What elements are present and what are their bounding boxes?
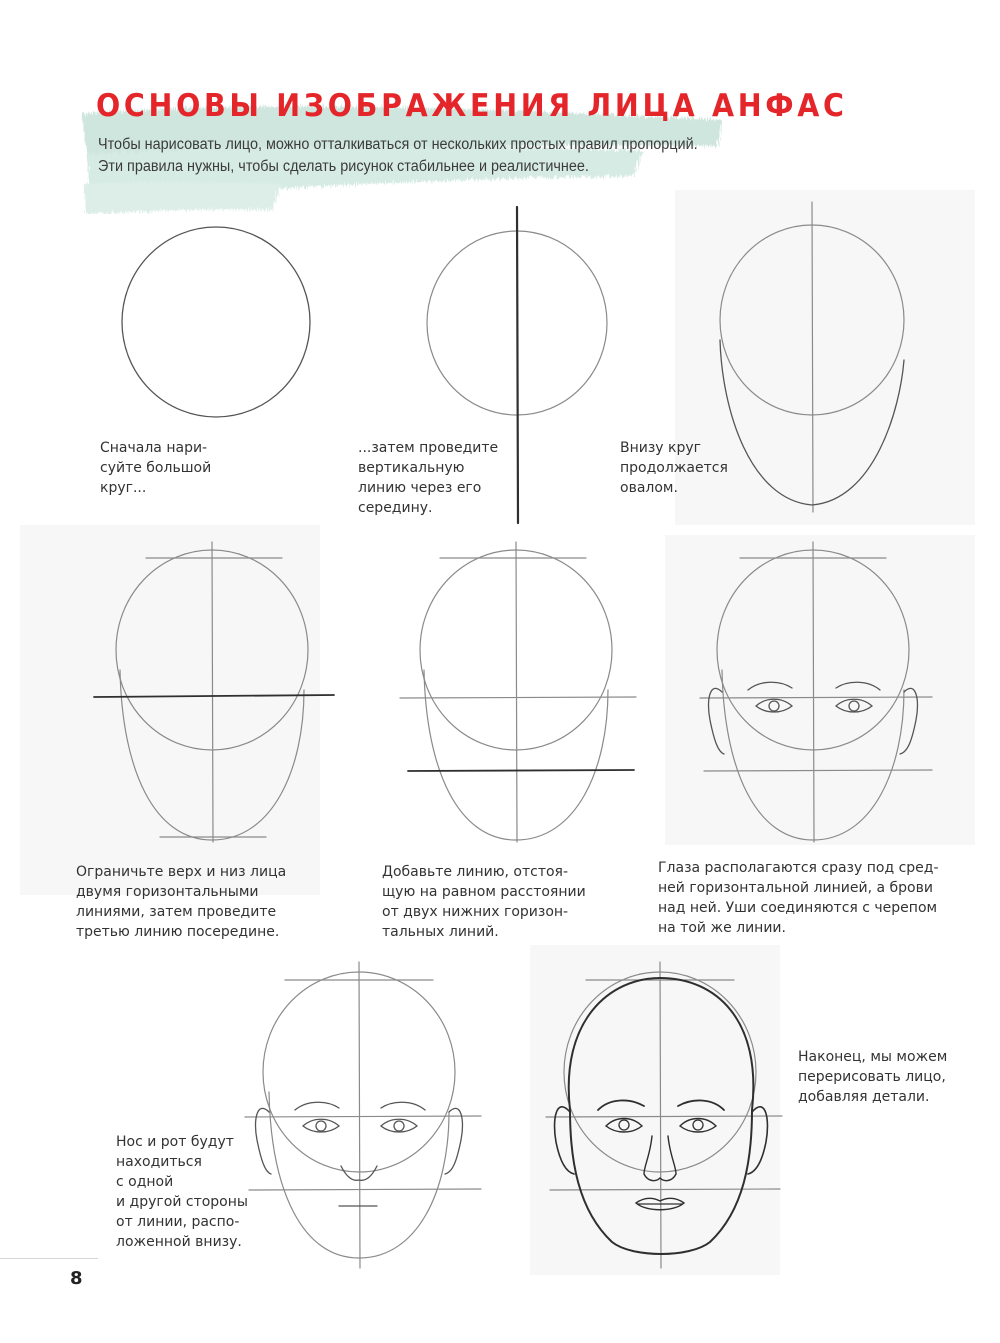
page-footer-rule — [0, 1258, 98, 1259]
intro-line-2: Эти правила нужны, чтобы сделать рисунок стабильнее и реалистичнее. — [98, 158, 589, 175]
step-4-caption: Ограничьте верх и низ лица двумя горизонтальными линиями, затем проведите третью линию посередине. — [76, 864, 287, 940]
step-2-caption: ...затем проведите вертикальную линию через его середину. — [358, 440, 499, 516]
step-8-caption: Наконец, мы можем перерисовать лицо, добавляя детали. — [798, 1049, 948, 1105]
step-3-caption: Внизу круг продолжается овалом. — [620, 440, 728, 496]
step-7-nose-mouth-sketch — [245, 960, 495, 1270]
step-1-circle-sketch — [110, 215, 320, 430]
intro-text — [98, 134, 698, 178]
step-1-caption: Сначала нари- суйте большой круг... — [100, 440, 212, 496]
page-number: 8 — [70, 1268, 83, 1289]
step-8-finished-face-drawing — [540, 960, 790, 1270]
step-5-caption: Добавьте линию, отстоя- щую на равном расстоянии от двух нижних горизон- тальных линий. — [382, 864, 586, 940]
intro-line-1: Чтобы нарисовать лицо, можно отталкиваться от нескольких простых правил пропорций. — [98, 136, 698, 153]
step-3-head-oval-sketch — [710, 200, 920, 520]
step-4-horizontal-lines-sketch — [90, 540, 340, 850]
step-6-caption: Глаза располагаются сразу под сред- ней горизонтальной линией, а брови над ней. Уши соединяются с черепом на той же линии. — [658, 860, 939, 936]
step-7-caption: Нос и рот будут находиться с одной и другой стороны от линии, распо- ложенной внизу. — [116, 1134, 248, 1250]
step-6-eyes-ears-sketch — [700, 540, 940, 850]
page-title: ОСНОВЫ ИЗОБРАЖЕНИЯ ЛИЦА АНФАС — [96, 88, 848, 124]
step-5-nose-line-sketch — [400, 540, 640, 850]
